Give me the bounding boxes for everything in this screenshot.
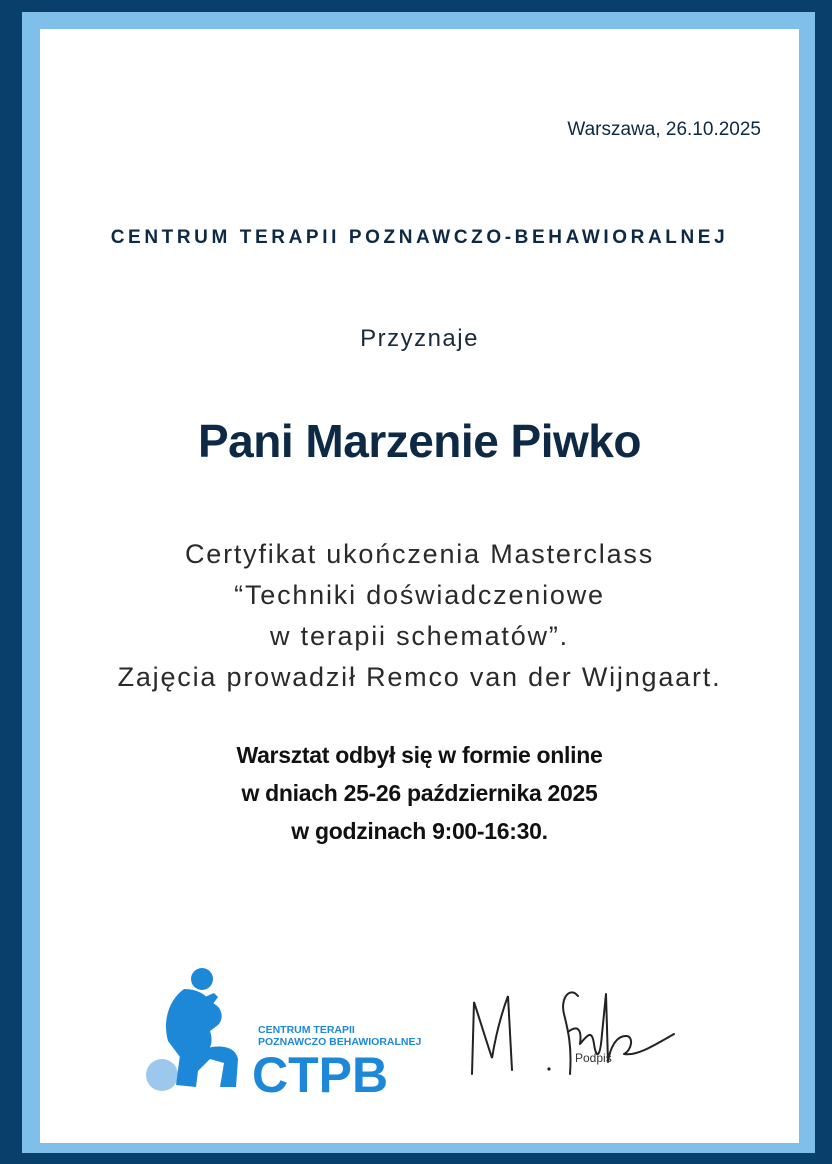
logo-acronym: CTPB [252,1047,389,1103]
certificate-line: Zajęcia prowadził Remco van der Wijngaart. [117,662,722,692]
workshop-line: w dniach 25-26 października 2025 [241,780,598,806]
certificate-description [40,534,799,698]
workshop-line: Warsztat odbył się w formie online [236,742,603,768]
certificate-line: w terapii schematów”. [270,621,569,651]
grants-heading: Przyznaje [360,325,479,352]
certificate-paper [40,29,799,1143]
workshop-line: w godzinach 9:00-16:30. [291,818,548,844]
certificate-line: Certyfikat ukończenia Masterclass [184,539,655,569]
logo-line-1: CENTRUM TERAPII [258,1024,355,1036]
place-date: Warszawa, 26.10.2025 [567,119,761,140]
organization-name: CENTRUM TERAPII POZNAWCZO-BEHAWIORALNEJ [110,227,729,248]
ctpb-logo [140,959,422,1103]
workshop-details [40,736,799,850]
signature-label: Podpis [575,1051,612,1065]
logo-line-2: POZNAWCZO BEHAWIORALNEJ [258,1036,422,1048]
signature-image [460,974,700,1084]
thinker-figure-icon [146,968,238,1091]
recipient-name: Pani Marzenie Piwko [198,415,641,467]
certificate-line: “Techniki doświadczeniowe [234,580,605,610]
